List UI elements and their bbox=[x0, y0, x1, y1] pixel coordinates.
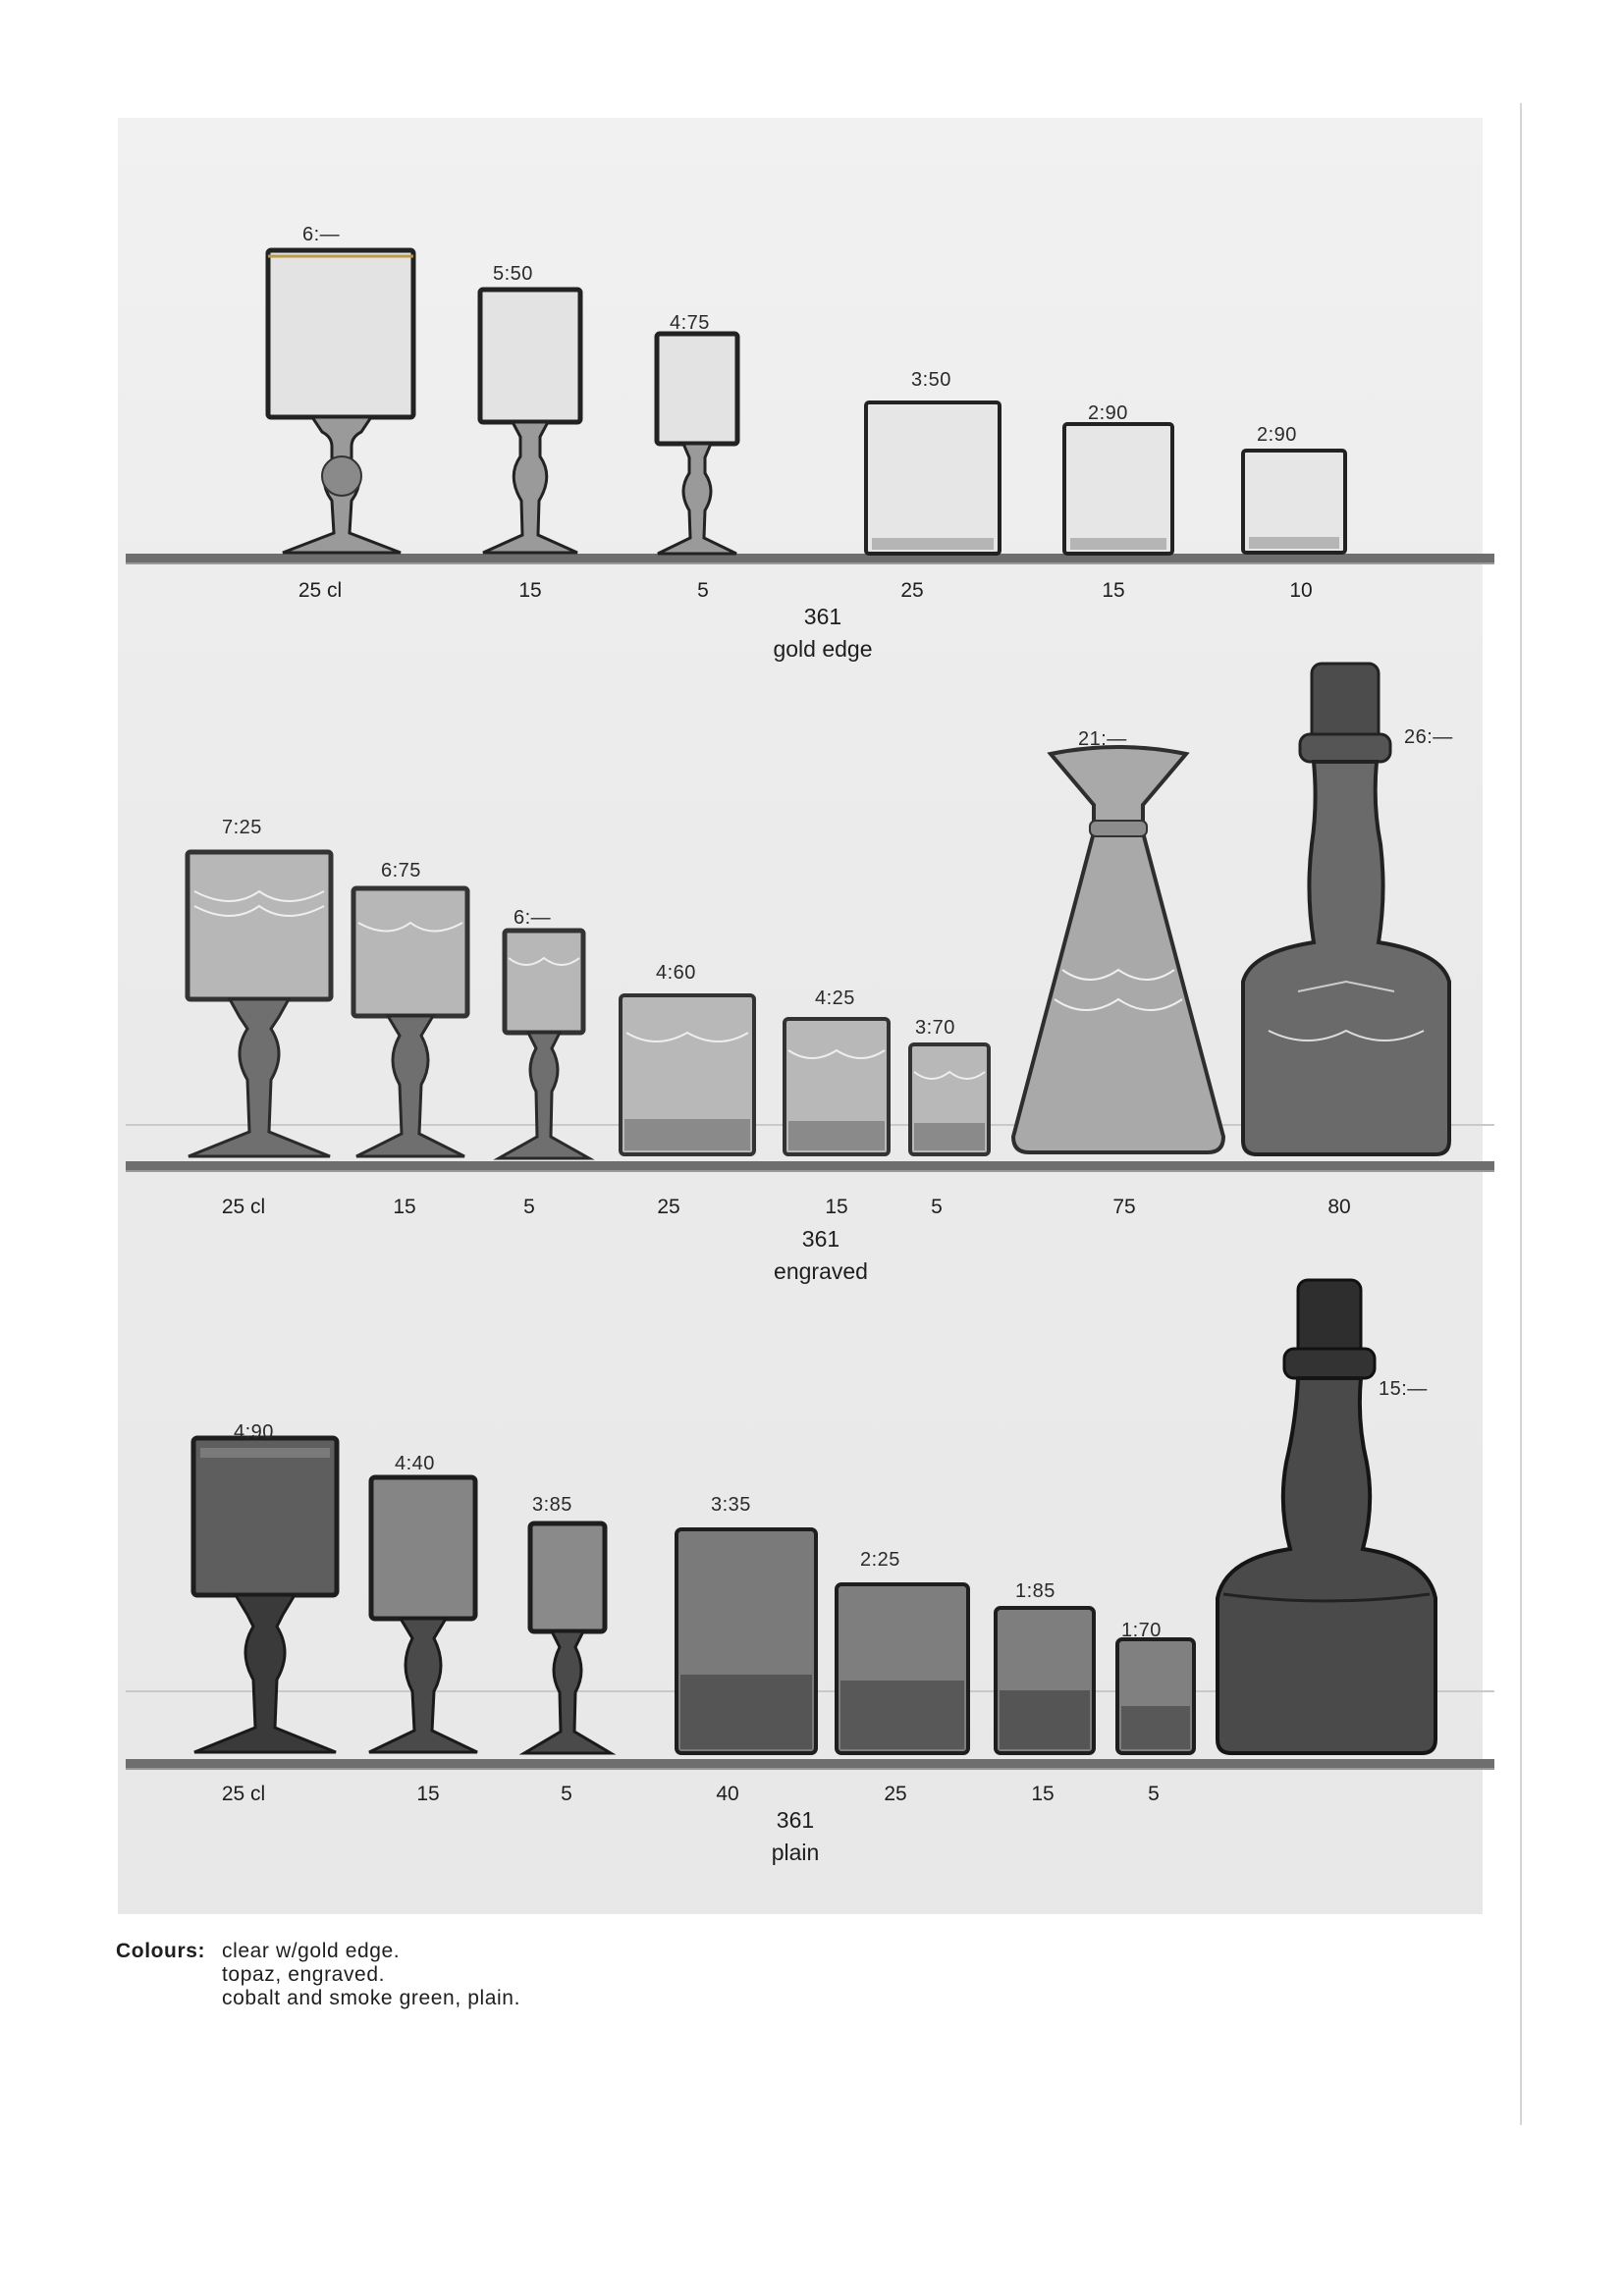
tumbler-15cl-plain bbox=[992, 1606, 1098, 1757]
capacity-label: 10 bbox=[1289, 579, 1313, 602]
colours-line: clear w/gold edge. bbox=[222, 1940, 401, 1962]
capacity-label: 75 bbox=[1112, 1196, 1136, 1218]
wine-glass-25cl-gold-edge bbox=[263, 250, 420, 557]
wine-glass-5cl-engraved bbox=[491, 931, 597, 1162]
shelf-3 bbox=[126, 1759, 1494, 1768]
tumbler-15cl-gold-edge bbox=[1060, 422, 1176, 558]
series-caption bbox=[773, 601, 872, 666]
series-number: 361 bbox=[803, 604, 842, 629]
carafe-75cl-engraved bbox=[1011, 744, 1225, 1158]
capacity-label: 15 bbox=[1031, 1783, 1055, 1805]
series-finish: engraved bbox=[774, 1258, 868, 1284]
capacity-label: 5 bbox=[1148, 1783, 1160, 1805]
price-label: 2:90 bbox=[1257, 424, 1297, 446]
tumbler-25cl-gold-edge bbox=[862, 400, 1003, 558]
capacity-label: 25 cl bbox=[298, 579, 343, 602]
capacity-label: 25 cl bbox=[221, 1196, 266, 1218]
price-label: 2:90 bbox=[1088, 402, 1128, 424]
colours-line: cobalt and smoke green, plain. bbox=[222, 1987, 521, 2009]
series-finish: plain bbox=[771, 1840, 820, 1865]
price-label: 3:50 bbox=[911, 369, 951, 391]
capacity-label: 40 bbox=[716, 1783, 739, 1805]
tumbler-5cl-engraved bbox=[906, 1042, 993, 1158]
series-caption bbox=[772, 1804, 820, 1869]
price-label: 3:70 bbox=[915, 1017, 955, 1039]
capacity-label: 25 cl bbox=[221, 1783, 266, 1805]
wine-glass-5cl-plain bbox=[518, 1523, 617, 1757]
price-label: 3:85 bbox=[532, 1494, 572, 1516]
capacity-label: 15 bbox=[1102, 579, 1125, 602]
price-label: 5:50 bbox=[493, 263, 533, 285]
price-label: 4:90 bbox=[234, 1421, 274, 1443]
tumbler-5cl-plain bbox=[1113, 1637, 1198, 1757]
colours-note bbox=[116, 1940, 520, 2010]
price-label: 6:75 bbox=[381, 860, 421, 881]
price-label: 3:35 bbox=[711, 1494, 751, 1516]
tumbler-10cl-gold-edge bbox=[1239, 449, 1349, 557]
capacity-label: 25 bbox=[657, 1196, 680, 1218]
price-label: 6:— bbox=[302, 224, 341, 245]
wine-glass-15cl-plain bbox=[361, 1477, 485, 1757]
tumbler-40cl-plain bbox=[673, 1527, 820, 1757]
price-label: 21:— bbox=[1078, 728, 1127, 750]
price-label: 6:— bbox=[514, 907, 552, 929]
capacity-label: 5 bbox=[931, 1196, 943, 1218]
tumbler-25cl-engraved bbox=[617, 993, 758, 1158]
price-label: 2:25 bbox=[860, 1549, 900, 1571]
capacity-label: 15 bbox=[518, 579, 542, 602]
capacity-label: 15 bbox=[825, 1196, 848, 1218]
capacity-label: 5 bbox=[523, 1196, 535, 1218]
series-finish: gold edge bbox=[773, 636, 873, 662]
wine-glass-25cl-plain bbox=[189, 1438, 342, 1757]
wine-glass-5cl-gold-edge bbox=[652, 334, 742, 558]
series-number: 361 bbox=[776, 1807, 815, 1833]
price-label: 4:40 bbox=[395, 1453, 435, 1474]
colours-label: Colours: bbox=[116, 1940, 206, 1962]
capacity-label: 5 bbox=[561, 1783, 572, 1805]
capacity-label: 25 bbox=[900, 579, 924, 602]
colours-line: topaz, engraved. bbox=[222, 1963, 386, 1986]
series-number: 361 bbox=[801, 1226, 840, 1252]
wine-glass-25cl-engraved bbox=[183, 852, 336, 1161]
price-label: 1:70 bbox=[1121, 1620, 1162, 1641]
decanter-plain bbox=[1214, 1274, 1439, 1757]
tumbler-25cl-plain bbox=[833, 1582, 972, 1757]
capacity-label: 5 bbox=[697, 579, 709, 602]
price-label: 4:60 bbox=[656, 962, 696, 984]
shelf-2 bbox=[126, 1161, 1494, 1170]
tumbler-15cl-engraved bbox=[781, 1017, 893, 1158]
price-label: 1:85 bbox=[1015, 1580, 1056, 1602]
price-label: 26:— bbox=[1404, 726, 1453, 748]
price-label: 7:25 bbox=[222, 817, 262, 838]
capacity-label: 80 bbox=[1327, 1196, 1351, 1218]
price-label: 15:— bbox=[1379, 1378, 1428, 1400]
price-label: 4:75 bbox=[670, 312, 710, 334]
price-label: 4:25 bbox=[815, 988, 855, 1009]
wine-glass-15cl-gold-edge bbox=[475, 290, 585, 557]
series-caption bbox=[774, 1223, 868, 1288]
capacity-label: 25 bbox=[884, 1783, 907, 1805]
wine-glass-15cl-engraved bbox=[349, 888, 472, 1161]
capacity-label: 15 bbox=[416, 1783, 440, 1805]
page-margin-line bbox=[1520, 103, 1522, 2125]
capacity-label: 15 bbox=[393, 1196, 416, 1218]
